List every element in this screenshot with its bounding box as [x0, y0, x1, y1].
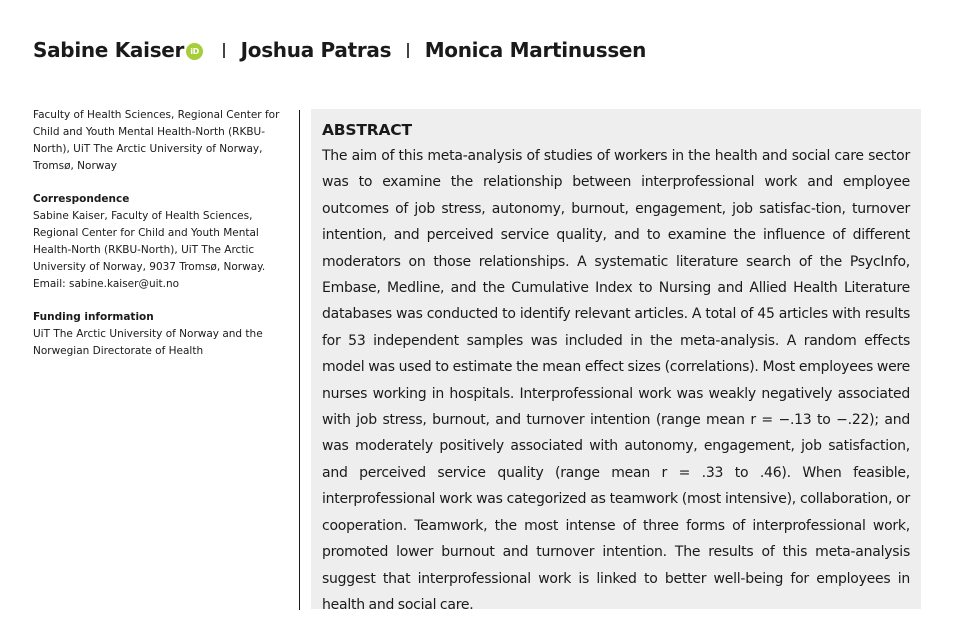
column-divider — [299, 110, 300, 610]
author-separator — [407, 43, 409, 58]
funding-heading: Funding information — [33, 311, 154, 323]
affiliation-block — [33, 107, 288, 175]
author-list — [33, 38, 646, 62]
author-name-3[interactable]: Monica Martinussen — [424, 38, 647, 62]
author-separator — [223, 43, 225, 58]
funding-block — [33, 309, 288, 360]
affiliation-text: Faculty of Health Sciences, Regional Center for Child and Youth Mental Health-North (RKBU-North), UiT The Arctic University of Norway, Tromsø, Norway — [33, 109, 280, 172]
author-name-1[interactable]: Sabine Kaiser — [33, 38, 185, 62]
orcid-icon[interactable]: iD — [186, 43, 203, 60]
author-name-2[interactable]: Joshua Patras — [240, 38, 392, 62]
correspondence-email[interactable]: Email: sabine.kaiser@uit.no — [33, 278, 180, 290]
abstract-heading: ABSTRACT — [322, 121, 412, 139]
funding-text: UiT The Arctic University of Norway and the Norwegian Directorate of Health — [33, 328, 263, 357]
abstract-text: The aim of this meta-analysis of studies of workers in the health and social care sector was to examine the relationship between interprofessional work and employee outcomes of job stress, autonomy, burnout, engagement, job satisfac-tion, turnover intention, and perceived service quality, and to examine the influence of different moderators on those relationships. A systematic literature search of the PsycInfo, Embase, Medline, and the Cumulative Index to Nursing and Allied Health Literature databases was conducted to identify relevant articles. A total of 45 articles with results for 53 independent samples was included in the meta-analysis. A random effects model was used to estimate the mean effect sizes (correlations). Most employees were nurses working in hospitals. Interprofessional work was weakly negatively associated with job stress, burnout, and turnover intention (range mean r = −.13 to −.22); and was moderately positively associated with autonomy, engagement, job satisfaction, and perceived service quality (range mean r = .33 to .46). When feasible, interprofessional work was categorized as teamwork (most intensive), collaboration, or cooperation. Teamwork, the most intense of three forms of interprofessional work, promoted lower burnout and turnover intention. The results of this meta-analysis suggest that interprofessional work is linked to better well-being for employees in health and social care. — [322, 148, 910, 613]
correspondence-heading: Correspondence — [33, 193, 130, 205]
article-sidebar — [33, 107, 288, 376]
abstract-panel — [311, 109, 921, 613]
correspondence-block — [33, 191, 288, 293]
correspondence-text: Sabine Kaiser, Faculty of Health Sciences, Regional Center for Child and Youth Mental Health-North (RKBU-North), UiT The Arctic University of Norway, 9037 Tromsø, Norway. — [33, 210, 266, 273]
